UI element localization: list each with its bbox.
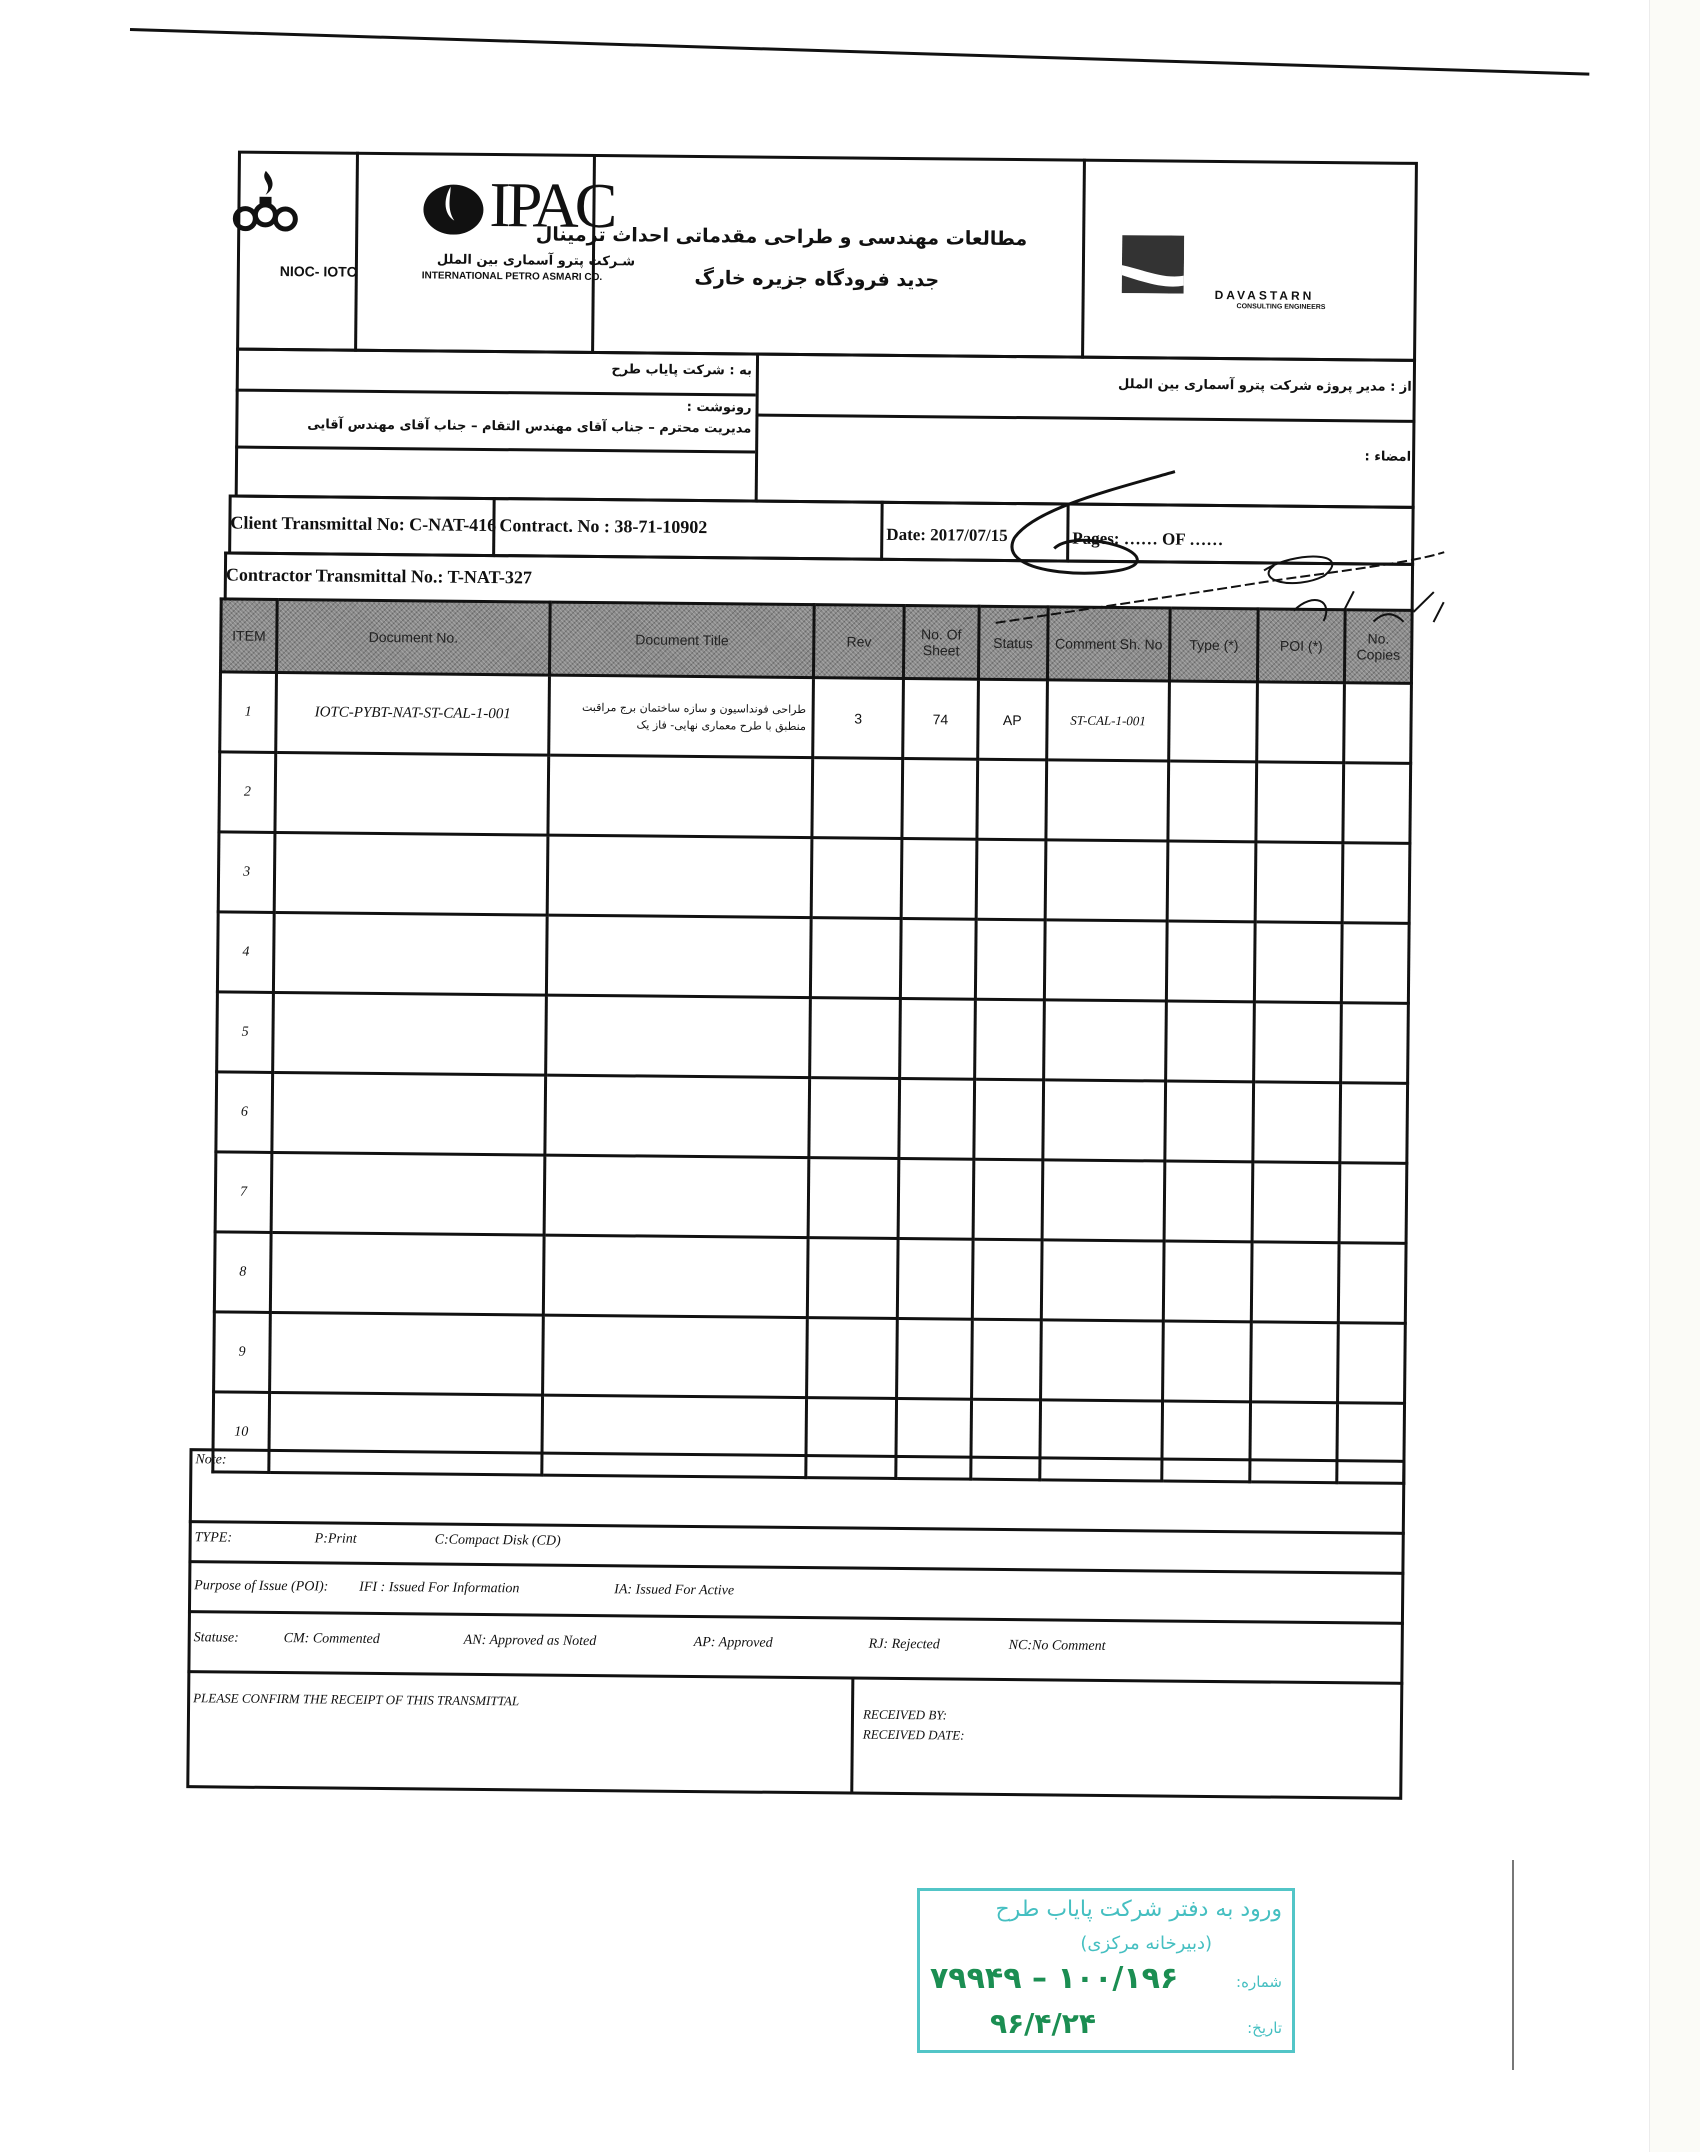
row-rev xyxy=(808,1238,898,1319)
row-type xyxy=(1164,1161,1252,1242)
row-poi xyxy=(1255,842,1343,923)
row-poi xyxy=(1252,1162,1340,1243)
row-sheets xyxy=(902,758,978,839)
row-comment-sh-no xyxy=(1041,1240,1165,1321)
table-row xyxy=(217,992,1409,1083)
from-field: از : مدیر پروژه شرکت پترو آسماری بین الملل xyxy=(1118,377,1412,395)
row-copies xyxy=(1338,1323,1405,1404)
row-sheets xyxy=(900,998,976,1079)
legend-box xyxy=(186,1448,1405,1800)
scan-edge xyxy=(1649,0,1700,2152)
row-item: 10 xyxy=(213,1392,270,1473)
date: Date: 2017/07/15 xyxy=(886,524,1008,545)
row-type xyxy=(1169,681,1257,762)
project-title-line2: جدید فرودگاه جزیره خارگ xyxy=(694,266,940,292)
row-poi xyxy=(1253,1082,1341,1163)
status-label: Statuse: xyxy=(193,1630,239,1646)
row-comment-sh-no xyxy=(1043,1000,1167,1081)
row-poi xyxy=(1250,1322,1338,1403)
status-nc: NC:No Comment xyxy=(1008,1638,1106,1654)
row-comment-sh-no: ST-CAL-1-001 xyxy=(1046,680,1170,761)
col-item: ITEM xyxy=(220,599,277,673)
row-item: 7 xyxy=(215,1152,272,1233)
row-document-no: IOTC-PYBT-NAT-ST-CAL-1-001 xyxy=(276,672,550,755)
ipac-drop-icon xyxy=(422,180,485,235)
type-label: TYPE: xyxy=(194,1530,233,1546)
status-an: AN: Approved as Noted xyxy=(463,1632,597,1650)
nioc-logo-icon xyxy=(225,168,306,239)
row-type xyxy=(1166,1001,1254,1082)
row-sheets xyxy=(898,1158,974,1239)
consultant-sub: CONSULTING ENGINEERS xyxy=(1236,303,1326,312)
row-copies xyxy=(1341,1003,1408,1084)
ipac-name-fa: شـرکت پترو آسماری بین الملل xyxy=(436,252,636,270)
row-item: 3 xyxy=(218,832,275,913)
row-comment-sh-no xyxy=(1040,1320,1164,1401)
col-poi: POI (*) xyxy=(1257,609,1345,683)
row-document-no xyxy=(274,912,548,995)
row-document-no xyxy=(275,752,549,835)
row-poi xyxy=(1254,922,1342,1003)
row-status xyxy=(974,1079,1043,1160)
col-type: Type (*) xyxy=(1170,608,1258,682)
row-status xyxy=(972,1239,1041,1320)
client-transmittal-no: Client Transmittal No: C-NAT-416 xyxy=(230,512,497,536)
row-status xyxy=(971,1319,1040,1400)
row-copies xyxy=(1339,1243,1406,1324)
contractor-transmittal-no: Contractor Transmittal No.: T-NAT-327 xyxy=(225,564,533,588)
row-sheets: 74 xyxy=(903,678,979,759)
confirm-receipt: PLEASE CONFIRM THE RECEIPT OF THIS TRANSMITTAL xyxy=(193,1690,520,1709)
ipac-name-en: INTERNATIONAL PETRO ASMARI CO. xyxy=(421,270,603,284)
row-document-no xyxy=(272,1072,546,1155)
cc-value: مدیریت محترم – جناب آقای مهندس التقام – جناب آقای مهندس آقایی xyxy=(307,417,752,437)
row-copies xyxy=(1343,763,1410,844)
davastarn-logo-icon xyxy=(1122,235,1185,294)
row-copies xyxy=(1340,1083,1407,1164)
stamp-line2: (دبیرخانه مرکزی) xyxy=(1080,1933,1212,1954)
received-date: RECEIVED DATE: xyxy=(862,1726,965,1743)
row-document-no xyxy=(270,1312,544,1395)
row-sheets xyxy=(896,1318,972,1399)
row-document-title: طراحی فونداسیون و سازه ساختمان برج مراقبت منطبق با طرح معماری نهایی- فاز یک xyxy=(549,675,814,758)
row-copies xyxy=(1344,683,1411,764)
row-document-title xyxy=(547,835,812,918)
row-document-no xyxy=(271,1232,545,1315)
row-comment-sh-no xyxy=(1044,920,1168,1001)
row-status xyxy=(973,1159,1042,1240)
row-rev: 3 xyxy=(813,678,903,759)
row-comment-sh-no xyxy=(1042,1160,1166,1241)
col-document-no: Document No. xyxy=(277,599,550,675)
row-status xyxy=(974,999,1043,1080)
row-copies xyxy=(1342,923,1409,1004)
row-document-title xyxy=(545,1075,810,1158)
row-document-title xyxy=(546,995,811,1078)
row-rev xyxy=(812,838,902,919)
row-comment-sh-no xyxy=(1042,1080,1166,1161)
project-title-line1: مطالعات مهندسی و طراحی مقدماتی احداث ترمینال xyxy=(535,223,1028,251)
row-comment-sh-no xyxy=(1045,760,1169,841)
document-table xyxy=(211,597,1413,1484)
poi-label: Purpose of Issue (POI): xyxy=(194,1578,329,1595)
table-row xyxy=(218,832,1410,923)
table-row xyxy=(220,672,1412,763)
row-sheets xyxy=(897,1238,973,1319)
table-row xyxy=(214,1232,1406,1323)
row-rev xyxy=(807,1318,897,1399)
row-status xyxy=(977,759,1046,840)
row-type xyxy=(1167,921,1255,1002)
row-rev xyxy=(809,1078,899,1159)
row-rev xyxy=(812,758,902,839)
row-document-title xyxy=(546,915,811,998)
row-document-title xyxy=(544,1155,809,1238)
row-item: 8 xyxy=(214,1232,271,1313)
table-header-row xyxy=(220,599,1412,683)
row-document-no xyxy=(274,832,548,915)
row-item: 2 xyxy=(219,752,276,833)
type-print: P:Print xyxy=(314,1531,357,1547)
table-row xyxy=(215,1152,1407,1243)
to-field: به : شرکت پایاب طرح xyxy=(611,362,752,379)
stamp-date-label: تاریخ: xyxy=(1247,2019,1282,2037)
row-type xyxy=(1164,1241,1252,1322)
nioc-label: NIOC- IOTC xyxy=(279,262,357,280)
table-row xyxy=(217,912,1409,1003)
row-document-title xyxy=(548,755,813,838)
col-status: Status xyxy=(978,606,1047,680)
row-sheets xyxy=(901,838,977,919)
poi-ia: IA: Issued For Active xyxy=(614,1582,735,1599)
row-comment-sh-no xyxy=(1045,840,1169,921)
row-poi xyxy=(1257,682,1345,763)
transmittal-form xyxy=(178,150,1418,1743)
stamp-number-label: شماره: xyxy=(1236,1973,1282,1991)
row-item: 4 xyxy=(217,912,274,993)
col-rev: Rev xyxy=(814,605,904,679)
row-copies xyxy=(1342,843,1409,924)
status-ap: AP: Approved xyxy=(693,1635,773,1651)
signature-label: امضاء : xyxy=(1364,449,1412,465)
row-type xyxy=(1168,841,1256,922)
row-copies xyxy=(1339,1163,1406,1244)
row-document-title xyxy=(543,1315,808,1398)
row-sheets xyxy=(899,1078,975,1159)
received-by: RECEIVED BY: xyxy=(862,1706,948,1723)
table-row xyxy=(216,1072,1408,1163)
row-type xyxy=(1163,1321,1251,1402)
row-type xyxy=(1165,1081,1253,1162)
cc-label: رونوشت : xyxy=(686,399,752,416)
row-document-no xyxy=(273,992,547,1075)
note-label: Note: xyxy=(195,1452,227,1468)
row-rev xyxy=(808,1158,898,1239)
col-document-title: Document Title xyxy=(549,602,814,678)
row-type xyxy=(1168,761,1256,842)
row-poi xyxy=(1256,762,1344,843)
stamp-number-value: ۱۰۰/۱۹۶ – ۷۹۹۴۹ xyxy=(930,1961,1179,1996)
row-rev xyxy=(811,918,901,999)
poi-ifi: IFI : Issued For Information xyxy=(359,1579,520,1597)
table-row xyxy=(219,752,1411,843)
ipac-logo-text: IPAC xyxy=(489,168,614,242)
stamp-date-value: ۹۶/۴/۲۴ xyxy=(990,2007,1096,2040)
row-poi xyxy=(1253,1002,1341,1083)
type-cd: C:Compact Disk (CD) xyxy=(434,1532,561,1549)
contract-no: Contract. No : 38-71-10902 xyxy=(499,515,708,538)
row-status xyxy=(975,919,1044,1000)
row-item: 1 xyxy=(220,672,277,753)
row-status xyxy=(976,839,1045,920)
row-rev xyxy=(810,998,900,1079)
top-rule xyxy=(130,28,1589,76)
row-document-title xyxy=(543,1235,808,1318)
col-no-of-sheet: No. Of Sheet xyxy=(903,605,979,679)
row-document-no xyxy=(271,1152,545,1235)
table-row xyxy=(214,1312,1406,1403)
row-item: 6 xyxy=(216,1072,273,1153)
row-poi xyxy=(1251,1242,1339,1323)
margin-mark xyxy=(1512,1860,1514,2070)
row-item: 5 xyxy=(217,992,274,1073)
pages: Pages: …… OF …… xyxy=(1072,528,1224,550)
status-cm: CM: Commented xyxy=(283,1631,380,1648)
reception-stamp xyxy=(917,1888,1295,2053)
col-comment-sh-no: Comment Sh. No xyxy=(1047,607,1171,681)
row-item: 9 xyxy=(214,1312,271,1393)
consultant-name: DAVASTARN xyxy=(1214,287,1315,303)
row-status: AP xyxy=(978,679,1047,760)
status-rj: RJ: Rejected xyxy=(868,1636,940,1653)
stamp-line1: ورود به دفتر شرکت پایاب طرح xyxy=(995,1897,1282,1922)
header-box xyxy=(236,151,1418,362)
col-no-copies: No. Copies xyxy=(1345,610,1412,684)
row-sheets xyxy=(900,918,976,999)
